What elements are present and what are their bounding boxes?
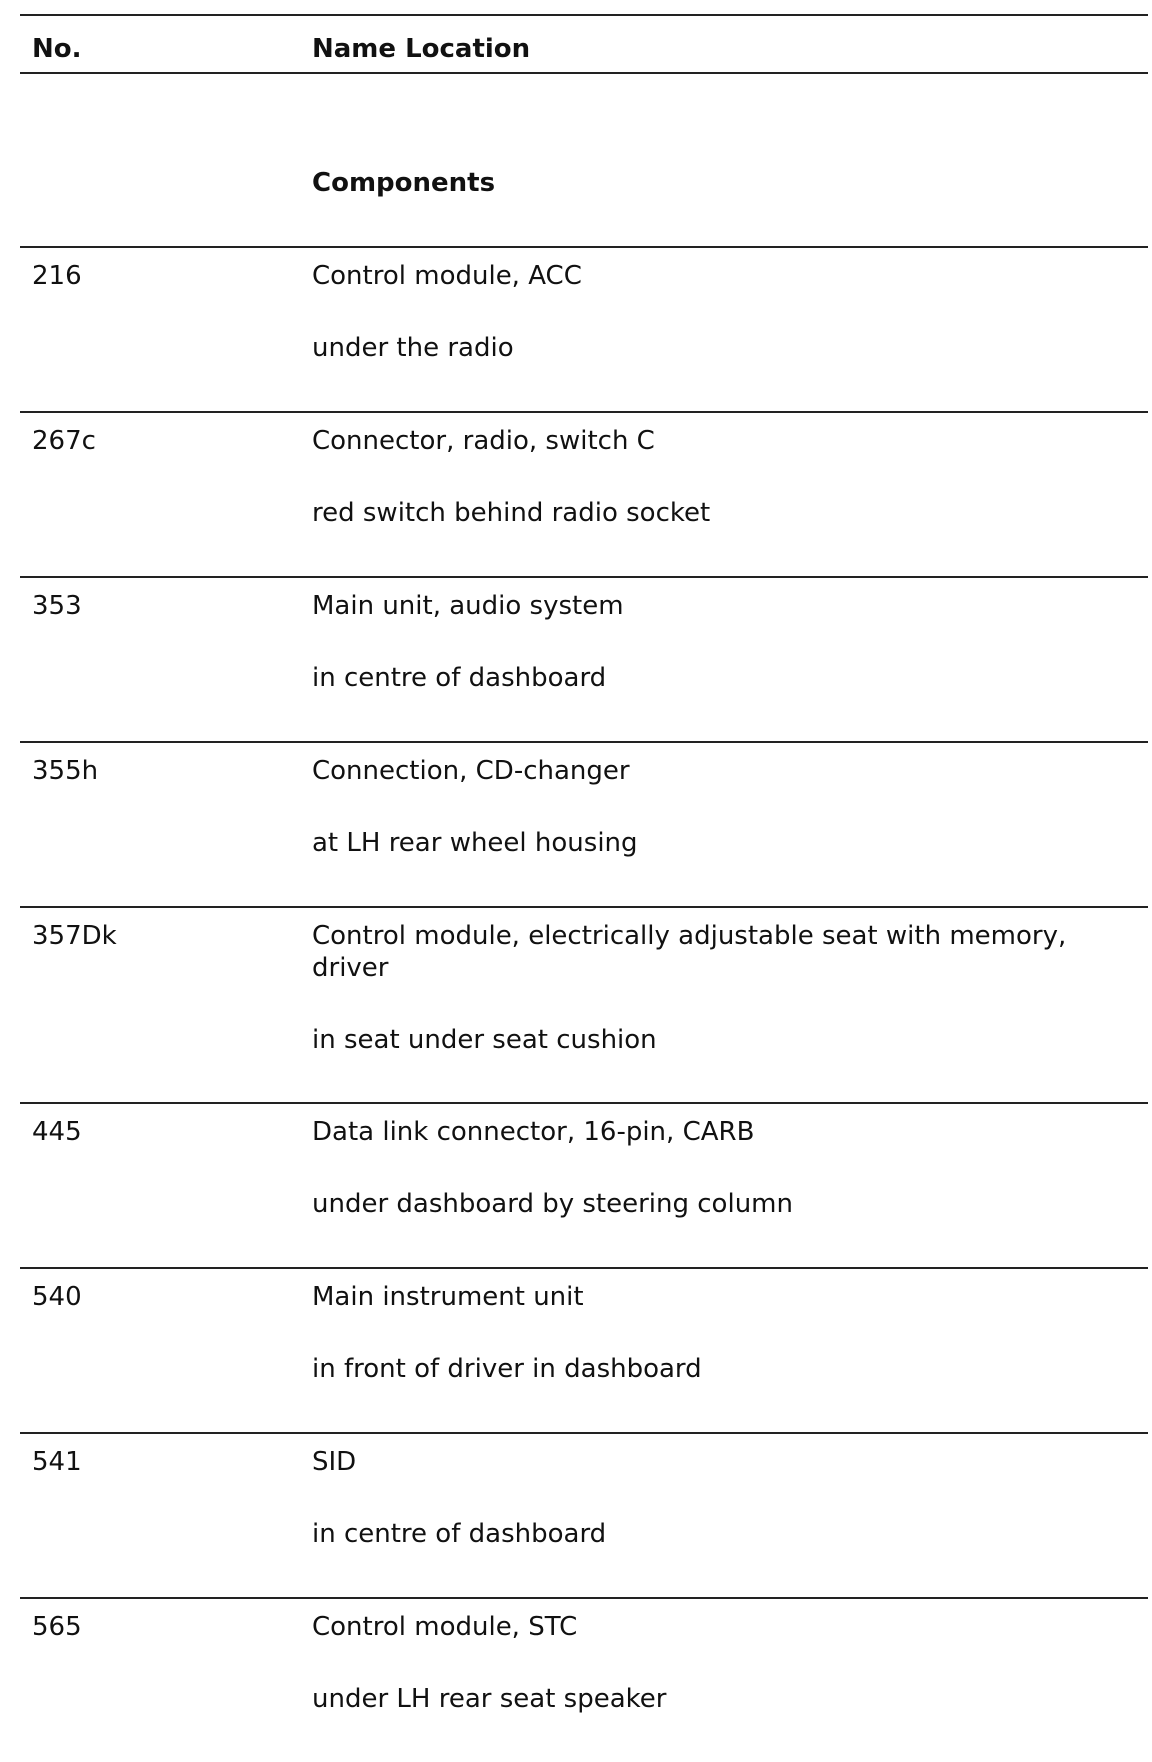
table-row — [20, 1269, 1148, 1432]
row-name: Connector, radio, switch C — [312, 426, 655, 456]
table-row — [20, 1434, 1148, 1597]
row-number: 445 — [32, 1117, 82, 1147]
row-location: at LH rear wheel housing — [312, 828, 638, 858]
row-location: under dashboard by steering column — [312, 1189, 793, 1219]
row-location: in centre of dashboard — [312, 663, 607, 693]
table-row — [20, 743, 1148, 906]
row-location: red switch behind radio socket — [312, 498, 711, 528]
row-location: in seat under seat cushion — [312, 1025, 657, 1055]
row-name: Control module, ACC — [312, 261, 582, 291]
column-header-name-location: Name Location — [312, 34, 531, 64]
component-table — [20, 14, 1148, 1762]
table-row — [20, 578, 1148, 741]
row-number: 565 — [32, 1612, 82, 1642]
row-location: under the radio — [312, 333, 514, 363]
row-location: under LH rear seat speaker — [312, 1684, 667, 1714]
row-name: Control module, electrically adjustable seat with memory, driver — [312, 921, 1067, 983]
row-name: Main unit, audio system — [312, 591, 624, 621]
table-row — [20, 413, 1148, 576]
column-header-no: No. — [32, 34, 82, 64]
row-name: Data link connector, 16-pin, CARB — [312, 1117, 755, 1147]
table-row — [20, 908, 1148, 1102]
table-header — [20, 16, 1148, 72]
row-location: in centre of dashboard — [312, 1519, 607, 1549]
row-number: 357Dk — [32, 921, 117, 951]
row-number: 216 — [32, 261, 82, 291]
row-number: 355h — [32, 756, 99, 786]
row-number: 353 — [32, 591, 82, 621]
row-number: 267c — [32, 426, 96, 456]
row-number: 541 — [32, 1447, 82, 1477]
row-name: Connection, CD-changer — [312, 756, 630, 786]
row-name: Main instrument unit — [312, 1282, 584, 1312]
row-number: 540 — [32, 1282, 82, 1312]
row-name: SID — [312, 1447, 357, 1477]
table-row — [20, 248, 1148, 411]
row-location: in front of driver in dashboard — [312, 1354, 702, 1384]
table-row — [20, 1599, 1148, 1762]
section-heading-row — [20, 74, 1148, 246]
section-title: Components — [312, 168, 496, 198]
row-name: Control module, STC — [312, 1612, 578, 1642]
table-row — [20, 1104, 1148, 1267]
